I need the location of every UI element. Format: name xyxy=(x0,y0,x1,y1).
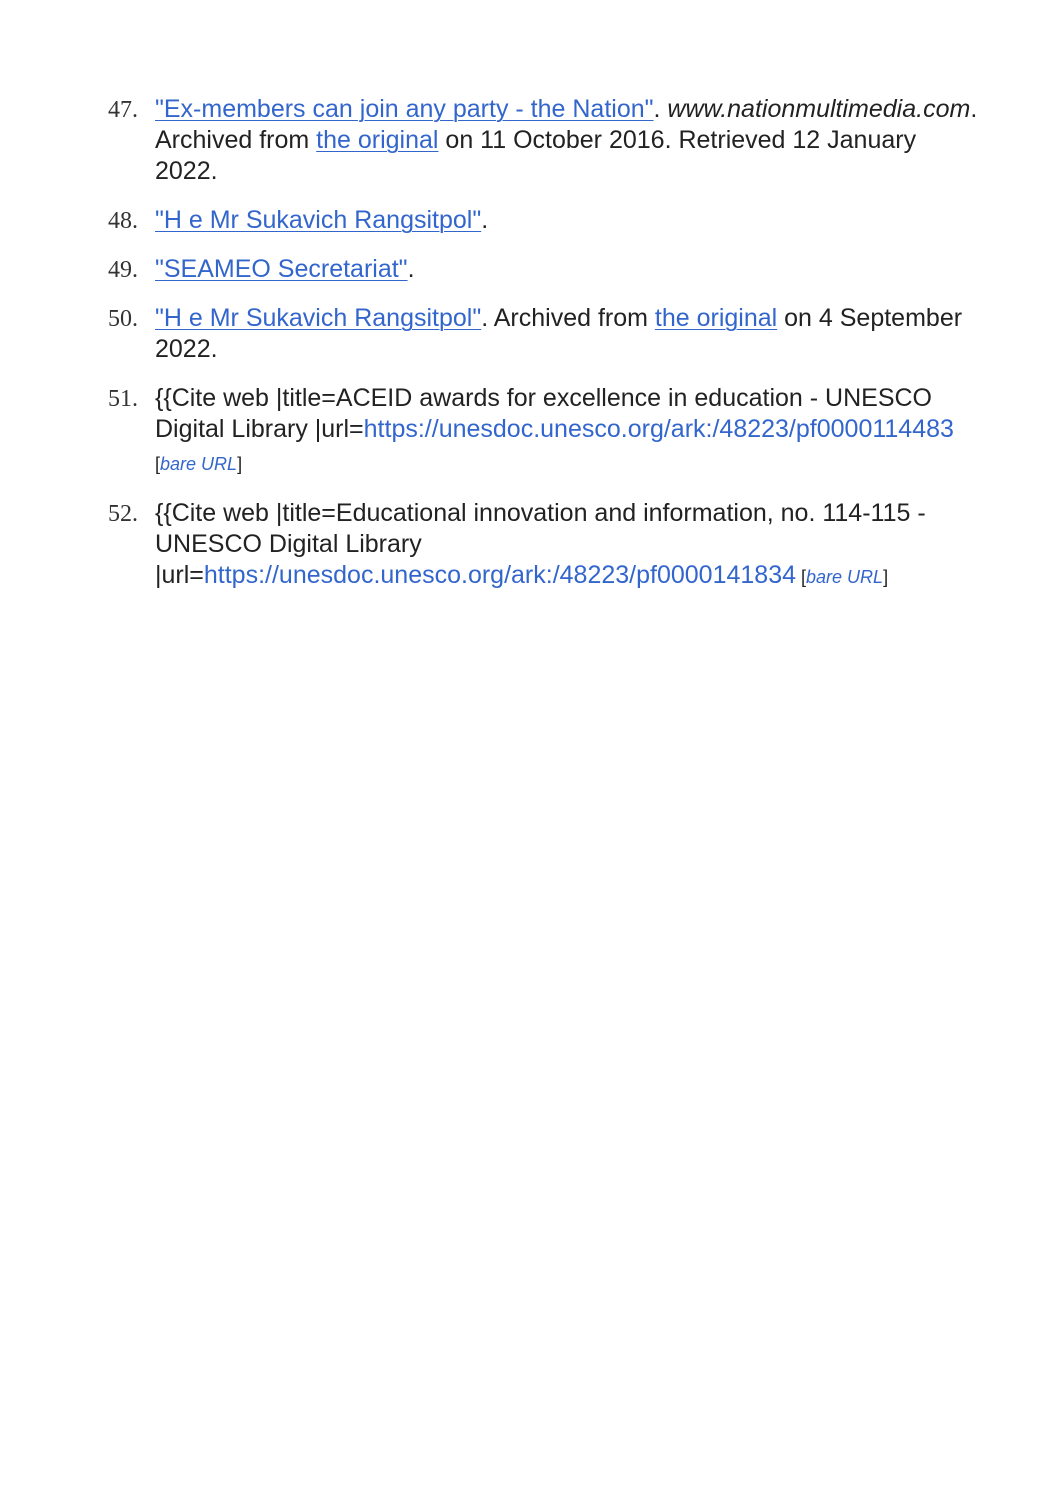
reference-item xyxy=(108,254,978,285)
reference-text: {{Cite web |title=Educational innovation and information, no. 114-115 - UNESCO Digital Library |url= xyxy=(155,499,926,589)
reference-text: on 4 September 2022. xyxy=(155,304,963,363)
bare-url-link[interactable]: https://unesdoc.unesco.org/ark:/48223/pf0000141834 xyxy=(203,561,797,589)
reference-number: 47. xyxy=(108,97,138,123)
bare-url-label[interactable]: bare URL xyxy=(160,454,238,474)
reference-item xyxy=(108,94,978,187)
reference-number: 50. xyxy=(108,306,138,332)
archive-original-link[interactable]: the original xyxy=(654,304,778,332)
reference-title-link[interactable]: "SEAMEO Secretariat" xyxy=(155,255,408,283)
bracket: ] xyxy=(237,454,243,474)
reference-list xyxy=(108,94,978,611)
reference-item xyxy=(108,205,978,236)
reference-title-link[interactable]: "H e Mr Sukavich Rangsitpol" xyxy=(155,206,482,234)
bare-url-label[interactable]: bare URL xyxy=(806,567,884,587)
reference-text: . Archived from xyxy=(481,304,655,332)
reference-text: on 11 October 2016. Retrieved 12 January 2022. xyxy=(155,126,917,185)
bracket: ] xyxy=(883,567,889,587)
reference-website: www.nationmultimedia.com xyxy=(667,95,971,123)
archive-original-link[interactable]: the original xyxy=(316,126,439,154)
reference-number: 48. xyxy=(108,208,138,234)
reference-number: 51. xyxy=(108,386,138,412)
reference-text: . xyxy=(653,95,668,123)
bare-url-tag xyxy=(796,567,888,587)
reference-item xyxy=(108,498,978,593)
reference-text: . xyxy=(407,255,415,283)
reference-item xyxy=(108,383,978,480)
reference-text: . Archived from xyxy=(155,95,978,154)
reference-title-link[interactable]: "H e Mr Sukavich Rangsitpol" xyxy=(155,304,482,332)
reference-text: . xyxy=(481,206,489,234)
bare-url-link[interactable]: https://unesdoc.unesco.org/ark:/48223/pf0000114483 xyxy=(363,415,954,443)
reference-text: {{Cite web |title=ACEID awards for excellence in education - UNESCO Digital Library |url= xyxy=(155,384,932,443)
bare-url-tag xyxy=(155,454,242,474)
bracket: [ xyxy=(155,454,161,474)
reference-title-link[interactable]: "Ex-members can join any party - the Nation" xyxy=(155,95,654,123)
bracket: [ xyxy=(796,567,807,587)
reference-number: 49. xyxy=(108,257,138,283)
reference-item xyxy=(108,303,978,365)
reference-number: 52. xyxy=(108,501,138,527)
